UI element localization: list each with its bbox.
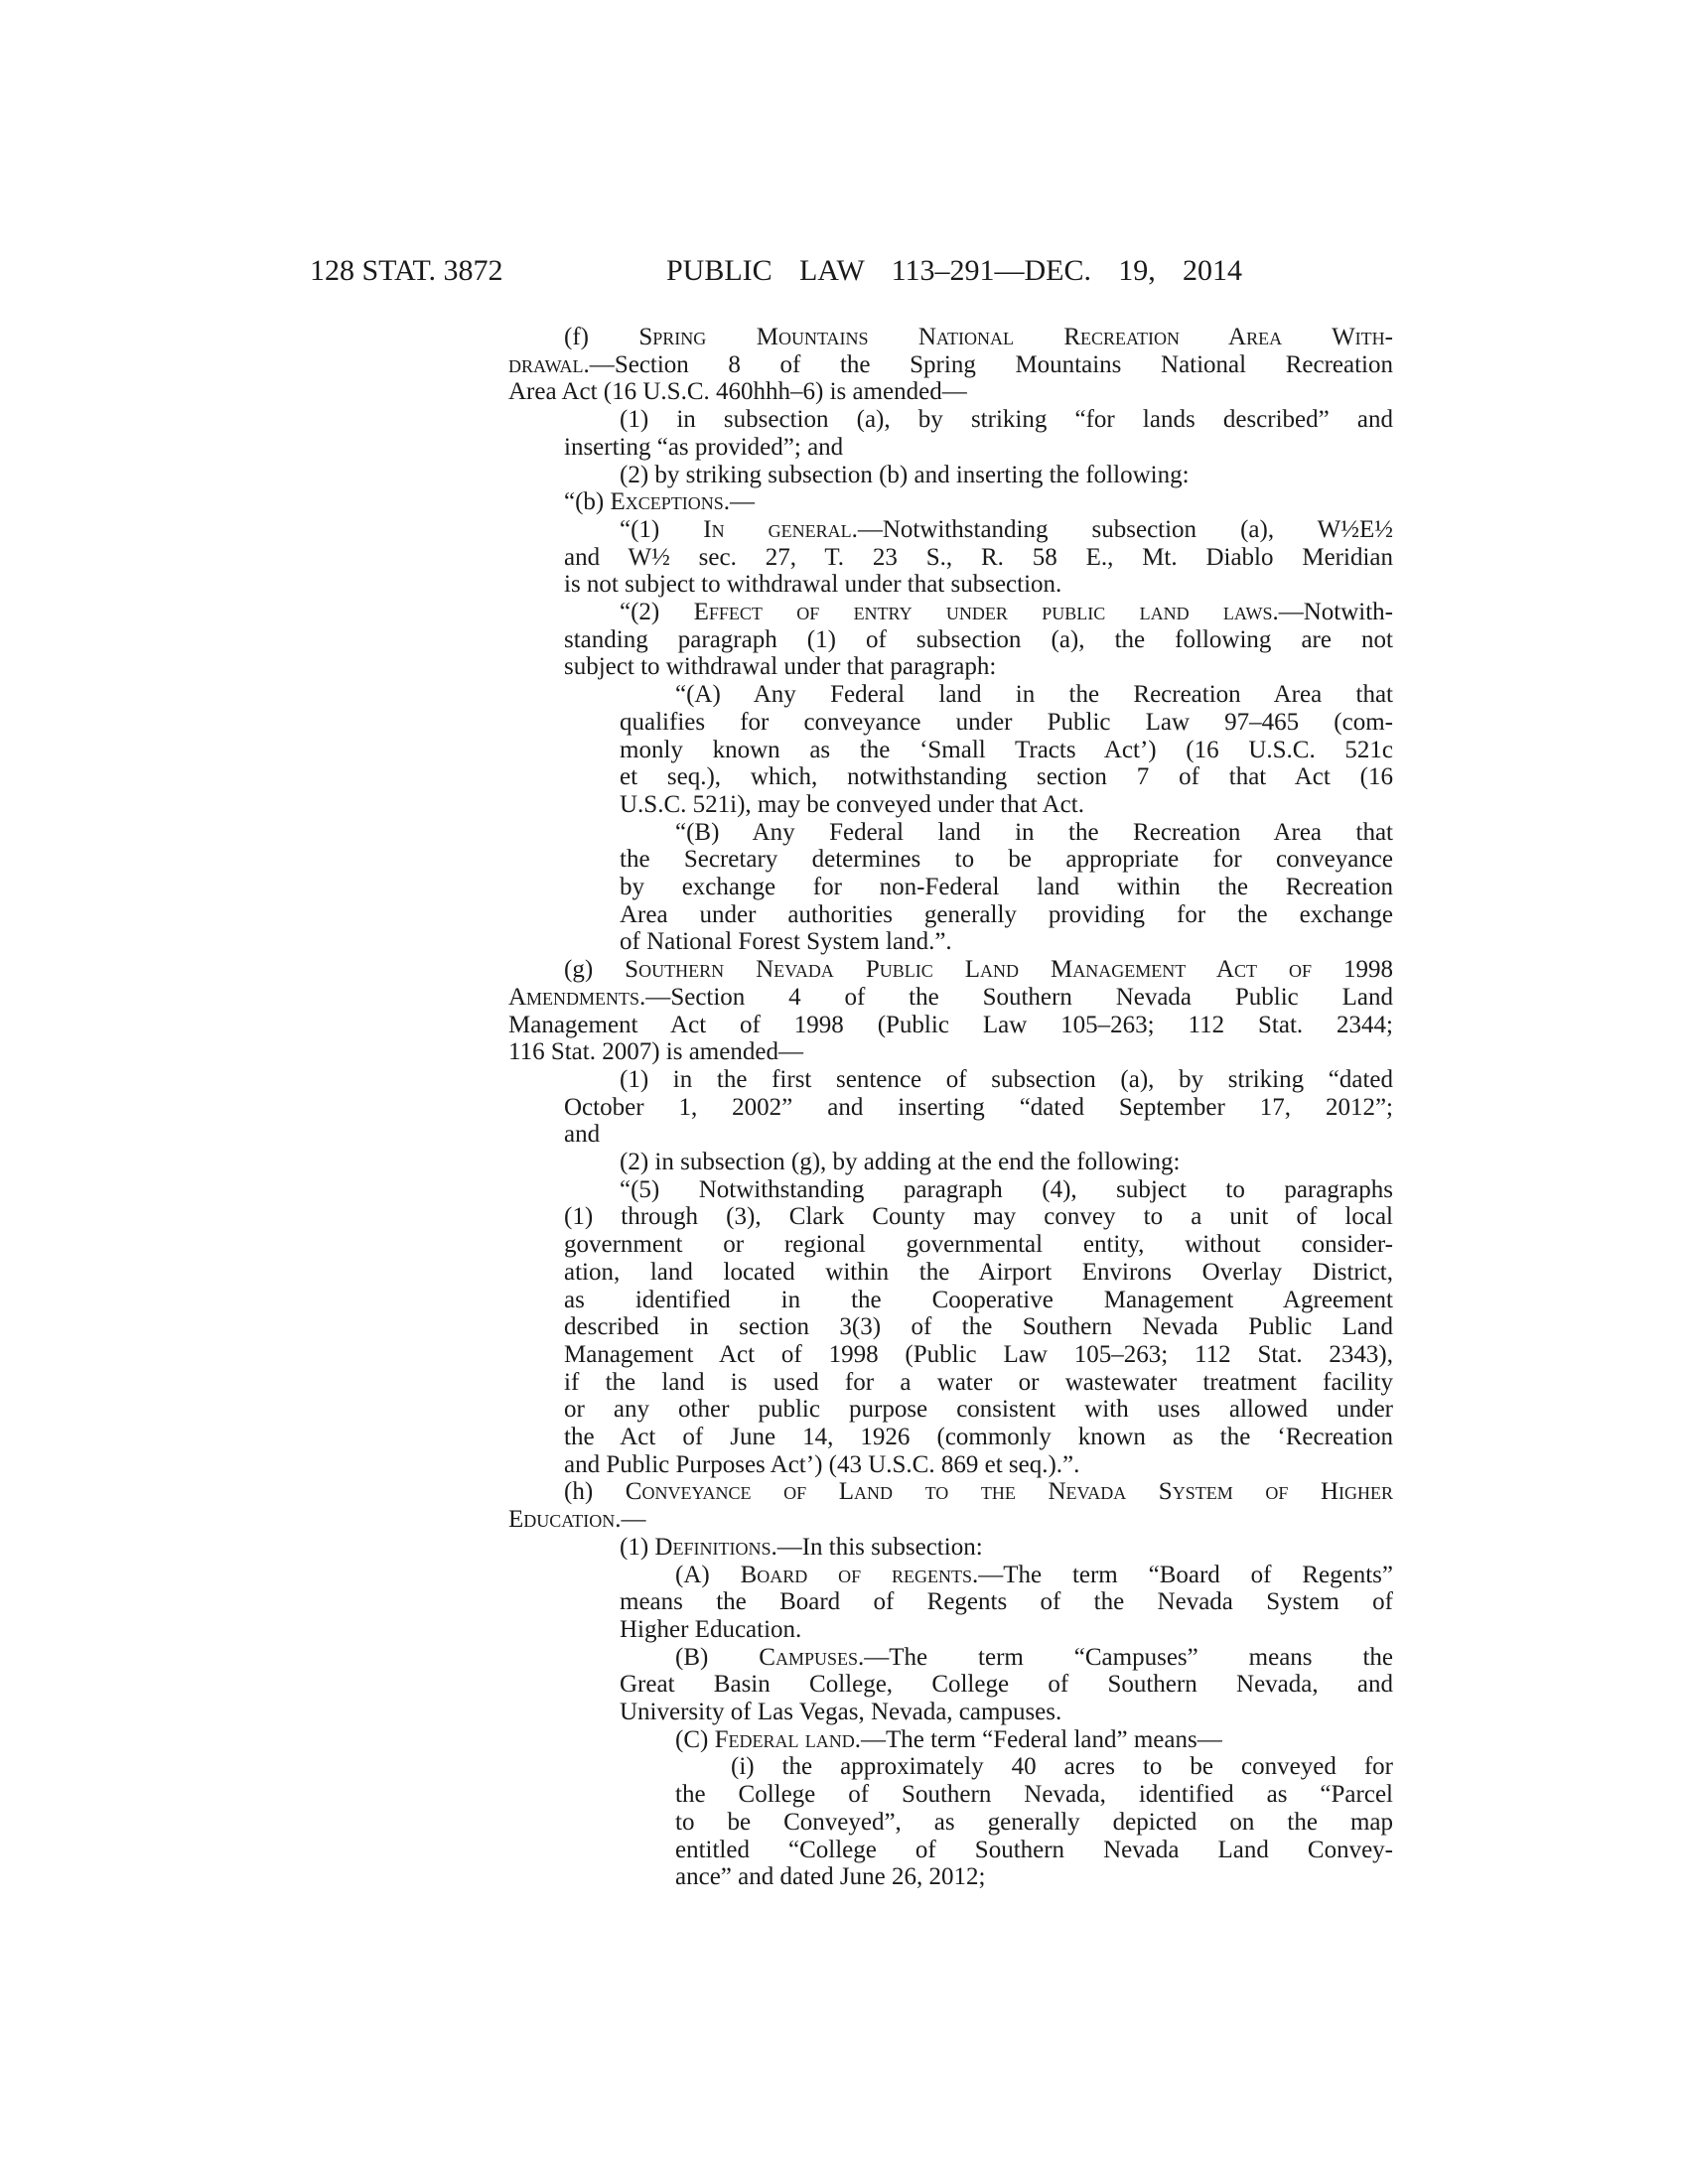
text-line	[564, 1259, 1393, 1287]
line-text: (i) the approximately 40 acres to be conveyed for	[731, 1753, 1393, 1781]
text-line	[564, 1341, 1393, 1369]
heading-small-caps: Federal land.—	[714, 1725, 886, 1753]
text-line	[564, 653, 1393, 681]
text-line	[508, 1506, 1393, 1534]
line-text: subject to withdrawal under that paragraph:	[564, 653, 997, 681]
text-line	[675, 1809, 1393, 1837]
line-text: to be Conveyed”, as generally depicted on the map	[675, 1808, 1393, 1836]
line-text: described in section 3(3) of the Southern Nevada Public Land	[564, 1313, 1393, 1341]
text-line	[620, 791, 1393, 819]
line-text: “(B) Any Federal land in the Recreation Area that	[675, 818, 1393, 846]
text-line	[620, 1588, 1393, 1616]
heading-small-caps: Southern Nevada Public Land Management Act of 1998	[625, 956, 1393, 984]
text-line	[620, 406, 1393, 434]
text-line	[564, 1369, 1393, 1397]
line-text: is not subject to withdrawal under that subsection.	[564, 571, 1062, 599]
text-line	[620, 874, 1393, 901]
text-line	[564, 626, 1393, 654]
line-text: as identified in the Cooperative Management Agreement	[564, 1286, 1393, 1313]
line-text: U.S.C. 521i), may be conveyed under that Act.	[620, 790, 1084, 818]
text-line	[564, 488, 1393, 516]
text-line	[564, 1451, 1393, 1479]
running-header-law-title: PUBLIC LAW 113–291—DEC. 19, 2014	[666, 254, 1242, 287]
text-line	[564, 1396, 1393, 1424]
text-line	[620, 516, 1393, 544]
text-line	[564, 956, 1393, 984]
line-text: (2) by striking subsection (b) and inserting the following:	[620, 461, 1190, 488]
text-line	[620, 1149, 1393, 1176]
line-text: Great Basin College, College of Southern Nevada, and	[620, 1671, 1393, 1699]
statutes-page-number: 128 STAT. 3872	[310, 254, 503, 287]
line-text: and	[564, 1121, 601, 1149]
text-line	[675, 1781, 1393, 1809]
line-text: “(5) Notwithstanding paragraph (4), subject to paragraphs	[620, 1175, 1393, 1203]
heading-small-caps: Spring Mountains National Recreation Area With-	[638, 324, 1393, 350]
text-line	[620, 928, 1393, 956]
text-line	[564, 544, 1393, 572]
text-line	[620, 709, 1393, 737]
text-line	[620, 737, 1393, 764]
text-line	[620, 1671, 1393, 1699]
line-text: Section 8 of the Spring Mountains National Recreation	[614, 350, 1393, 378]
line-text: entitled “College of Southern Nevada Land Convey-	[675, 1836, 1393, 1863]
text-line	[620, 1534, 1393, 1562]
text-line	[564, 1094, 1393, 1122]
paragraph-designator: (1)	[620, 1533, 655, 1561]
line-text: Section 4 of the Southern Nevada Public Land	[670, 983, 1393, 1011]
line-text: Higher Education.	[620, 1615, 802, 1643]
text-line	[508, 351, 1393, 379]
paragraph-designator: (h)	[564, 1478, 626, 1506]
text-line	[675, 1644, 1393, 1672]
line-text: qualifies for conveyance under Public Law 97–465 (com-	[620, 708, 1393, 736]
line-text: if the land is used for a water or wastewater treatment facility	[564, 1368, 1393, 1396]
line-text: Management Act of 1998 (Public Law 105–263; 112 Stat. 2343),	[564, 1340, 1393, 1368]
text-line	[731, 1753, 1393, 1781]
text-line	[564, 1287, 1393, 1314]
text-line	[675, 681, 1393, 709]
line-text: Notwith-	[1303, 599, 1393, 625]
text-line	[675, 1863, 1393, 1891]
paragraph-designator: (g)	[564, 956, 626, 984]
paragraph-designator: (C)	[675, 1725, 715, 1753]
text-line	[508, 378, 1393, 406]
heading-small-caps: Effect of entry under public land laws.—	[693, 599, 1304, 625]
line-text: (1) in the first sentence of subsection (a), by striking “dated	[620, 1065, 1393, 1093]
text-line	[620, 1616, 1393, 1644]
text-line	[620, 763, 1393, 791]
text-line	[508, 1012, 1393, 1039]
line-text: Management Act of 1998 (Public Law 105–263; 112 Stat. 2344;	[508, 1011, 1393, 1038]
paragraph-designator: “(2)	[620, 599, 694, 625]
line-text: October 1, 2002” and inserting “dated September 17, 2012”;	[564, 1093, 1393, 1121]
text-line	[508, 1038, 1393, 1066]
text-line	[564, 1424, 1393, 1451]
paragraph-designator: “(b)	[564, 488, 611, 516]
line-text: the College of Southern Nevada, identified as “Parcel	[675, 1781, 1393, 1809]
heading-small-caps: Campuses.—	[759, 1643, 890, 1671]
text-line	[675, 1837, 1393, 1864]
line-text: the Act of June 14, 1926 (commonly known as the ‘Recreation	[564, 1424, 1393, 1450]
text-line	[620, 1066, 1393, 1094]
line-text: Area under authorities generally providing for the exchange	[620, 900, 1393, 928]
line-text: of National Forest System land.”.	[620, 928, 952, 956]
heading-small-caps: Education.—	[508, 1506, 646, 1534]
text-line	[620, 462, 1393, 489]
heading-small-caps: Board of regents.—	[740, 1561, 1004, 1588]
heading-small-caps: Amendments.—	[508, 983, 671, 1011]
text-line	[620, 846, 1393, 874]
heading-small-caps: Exceptions.—	[610, 488, 756, 516]
heading-small-caps: In general.—	[703, 515, 883, 543]
text-line	[620, 901, 1393, 929]
line-text: University of Las Vegas, Nevada, campuses.	[620, 1699, 1062, 1725]
line-text: government or regional governmental entity, without consider-	[564, 1231, 1393, 1259]
paragraph-designator: (f)	[564, 324, 639, 350]
text-line	[564, 434, 1393, 462]
line-text: et seq.), which, notwithstanding section 7 of that Act (16	[620, 763, 1393, 791]
paragraph-designator: “(1)	[620, 515, 704, 543]
heading-small-caps: Definitions.—	[654, 1533, 802, 1561]
text-line	[620, 599, 1393, 626]
line-text: The term “Federal land” means—	[885, 1725, 1222, 1753]
line-text: The term “Board of Regents”	[1003, 1561, 1393, 1588]
text-line	[675, 1726, 1393, 1754]
text-line	[620, 1176, 1393, 1204]
line-text: and Public Purposes Act’) (43 U.S.C. 869 et seq.).”.	[564, 1450, 1080, 1478]
line-text: and W½ sec. 27, T. 23 S., R. 58 E., Mt. Diablo Meridian	[564, 543, 1393, 571]
text-line	[675, 1562, 1393, 1589]
heading-small-caps: Conveyance of Land to the Nevada System of Higher	[625, 1478, 1393, 1506]
line-text: means the Board of Regents of the Nevada System of	[620, 1588, 1393, 1616]
line-text: ation, land located within the Airport Environs Overlay District,	[564, 1258, 1393, 1286]
line-text: the Secretary determines to be appropriate for conveyance	[620, 846, 1393, 874]
line-text: (1) in subsection (a), by striking “for lands described” and	[620, 406, 1393, 434]
text-line	[508, 984, 1393, 1012]
text-line	[564, 571, 1393, 599]
text-line	[675, 819, 1393, 847]
line-text: ance” and dated June 26, 2012;	[675, 1863, 986, 1891]
paragraph-designator: (B)	[675, 1643, 760, 1671]
text-line	[564, 324, 1393, 351]
text-line	[564, 1478, 1393, 1506]
line-text: The term “Campuses” means the	[889, 1643, 1393, 1671]
paragraph-designator: (A)	[675, 1561, 741, 1588]
text-line	[564, 1121, 1393, 1149]
line-text: (1) through (3), Clark County may convey to a unit of local	[564, 1203, 1393, 1231]
line-text: or any other public purpose consistent with uses allowed under	[564, 1396, 1393, 1424]
line-text: monly known as the ‘Small Tracts Act’) (16 U.S.C. 521c	[620, 736, 1393, 763]
line-text: Notwithstanding subsection (a), W½E½	[882, 515, 1393, 543]
line-text: by exchange for non-Federal land within the Recreation	[620, 874, 1393, 900]
line-text: (2) in subsection (g), by adding at the end the following:	[620, 1149, 1181, 1175]
line-text: standing paragraph (1) of subsection (a), the following are not	[564, 625, 1393, 653]
text-line	[564, 1231, 1393, 1259]
text-line	[564, 1313, 1393, 1341]
line-text: “(A) Any Federal land in the Recreation Area that	[675, 681, 1393, 709]
heading-small-caps: drawal.—	[508, 350, 615, 378]
line-text: Area Act (16 U.S.C. 460hhh–6) is amended—	[508, 378, 967, 406]
text-line	[564, 1203, 1393, 1231]
text-line	[620, 1699, 1393, 1726]
line-text: 116 Stat. 2007) is amended—	[508, 1038, 803, 1066]
line-text: In this subsection:	[801, 1533, 983, 1561]
line-text: inserting “as provided”; and	[564, 433, 844, 461]
